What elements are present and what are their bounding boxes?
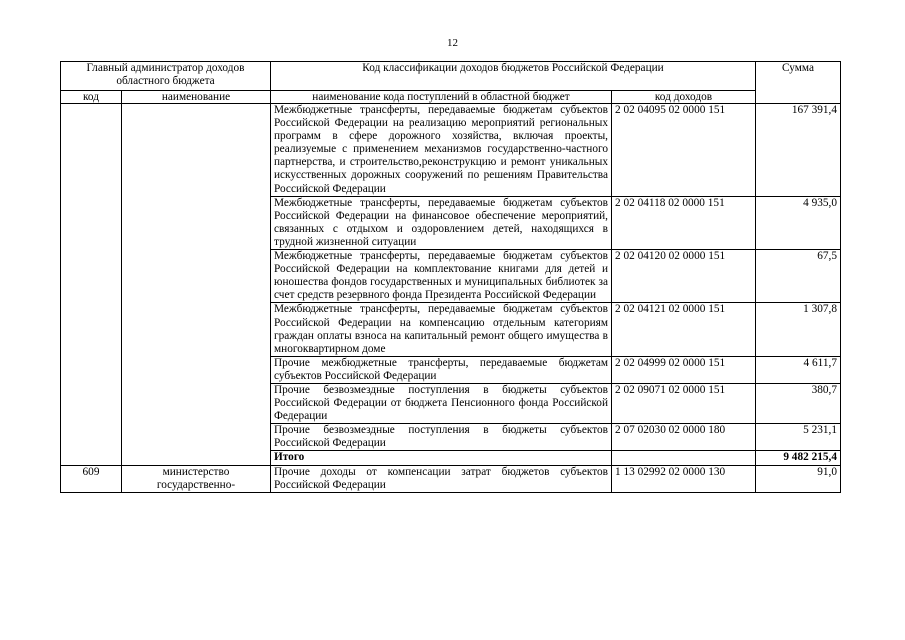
sum-cell: 1 307,8 [756, 303, 841, 356]
income-code-cell: 2 02 04999 02 0000 151 [612, 356, 756, 383]
page-number: 12 [447, 37, 458, 49]
header-admin-group: Главный администратор доходов областного бюджета [61, 62, 271, 91]
income-code-cell: 2 02 04121 02 0000 151 [612, 303, 756, 356]
sum-cell: 4 935,0 [756, 196, 841, 249]
total-sum: 9 482 215,4 [756, 451, 841, 465]
admin-name-cell: министерство государственно- [122, 465, 271, 492]
income-code-cell: 2 02 04095 02 0000 151 [612, 104, 756, 197]
sum-cell: 4 611,7 [756, 356, 841, 383]
admin-code-cell: 609 [61, 465, 122, 492]
admin-code-cell [61, 104, 122, 466]
receipt-name-cell: Прочие межбюджетные трансферты, передаваемые бюджетам субъектов Российской Федерации [271, 356, 612, 383]
header-code: код [61, 91, 122, 104]
header-name: наименование [122, 91, 271, 104]
income-code-cell: 2 02 04120 02 0000 151 [612, 250, 756, 303]
total-label: Итого [271, 451, 612, 465]
receipt-name-cell: Межбюджетные трансферты, передаваемые бюджетам субъектов Российской Федерации на комплектование книгами для детей и юношества фондов государственных и муниципальных библиотек за счет средств резервного фонда Президента Российской Федерации [271, 250, 612, 303]
receipt-name-cell: Прочие безвозмездные поступления в бюджеты субъектов Российской Федерации [271, 424, 612, 451]
income-table [60, 61, 841, 493]
receipt-name-cell: Межбюджетные трансферты, передаваемые бюджетам субъектов Российской Федерации на реализацию мероприятий региональных программ в сфере дорожного хозяйства, включая проекты, реализуемые с применением механизмов государственно-частного партнерства, и строительство,реконструкцию и ремонт уникальных искусственных дорожных сооружений по решениям Правительства Российской Федерации [271, 104, 612, 197]
income-code-cell: 1 13 02992 02 0000 130 [612, 465, 756, 492]
header-classification-group: Код классификации доходов бюджетов Российской Федерации [271, 62, 756, 91]
sum-cell: 5 231,1 [756, 424, 841, 451]
sum-cell: 67,5 [756, 250, 841, 303]
receipt-name-cell: Межбюджетные трансферты, передаваемые бюджетам субъектов Российской Федерации на компенсацию отдельным категориям граждан оплаты взноса на капитальный ремонт общего имущества в многоквартирном доме [271, 303, 612, 356]
header-receipt-name: наименование кода поступлений в областной бюджет [271, 91, 612, 104]
total-income-code-cell [612, 451, 756, 465]
table-row [61, 465, 841, 492]
income-code-cell: 2 02 04118 02 0000 151 [612, 196, 756, 249]
income-code-cell: 2 02 09071 02 0000 151 [612, 383, 756, 423]
header-income-code: код доходов [612, 91, 756, 104]
header-sum: Сумма [756, 62, 841, 104]
income-code-cell: 2 07 02030 02 0000 180 [612, 424, 756, 451]
sum-cell: 167 391,4 [756, 104, 841, 197]
table-row [61, 104, 841, 197]
sum-cell: 91,0 [756, 465, 841, 492]
sum-cell: 380,7 [756, 383, 841, 423]
receipt-name-cell: Прочие безвозмездные поступления в бюджеты субъектов Российской Федерации от бюджета Пенсионного фонда Российской Федерации [271, 383, 612, 423]
admin-name-cell [122, 104, 271, 466]
receipt-name-cell: Межбюджетные трансферты, передаваемые бюджетам субъектов Российской Федерации на финансовое обеспечение мероприятий, связанных с отдыхом и оздоровлением детей, находящихся в трудной жизненной ситуации [271, 196, 612, 249]
receipt-name-cell: Прочие доходы от компенсации затрат бюджетов субъектов Российской Федерации [271, 465, 612, 492]
